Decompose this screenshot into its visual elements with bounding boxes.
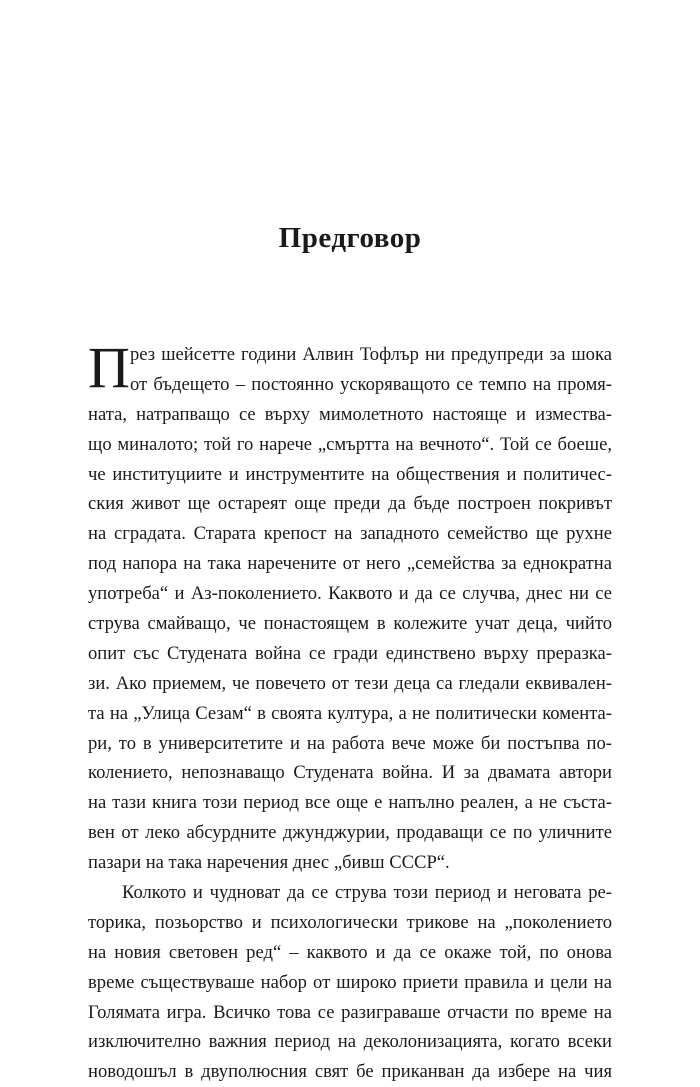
text-line: на новия световен ред“ – каквото и да се окаже той, по онова — [88, 941, 612, 963]
text-line: опит със Студената война се гради единствено върху преразка- — [88, 642, 612, 664]
text-line: изключително важния период на деколонизацията, когато всеки — [88, 1031, 612, 1053]
text-line: та на „Улица Сезам“ в своята култура, а не политически комента- — [88, 702, 612, 724]
text-line: от бъдещето – постоянно ускоряващото се темпо на промя- — [130, 373, 612, 395]
text-line: новодошъл в двуполюсния свят бе приканван да избере на чия — [88, 1061, 612, 1083]
text-line: под напора на така наречените от него „семейства за еднократна — [88, 553, 612, 575]
text-line: време съществуваше набор от широко приети правила и цели на — [88, 971, 612, 993]
text-line: че институциите и инструментите на обществения и политичес- — [88, 463, 612, 485]
drop-cap: П — [88, 335, 130, 400]
text-line: вен от леко абсурдните джунджурии, продаващи се по уличните — [88, 822, 612, 844]
text-line: ри, то в университетите и на работа вече може би постъпва по- — [88, 732, 612, 754]
text-line: рез шейсетте години Алвин Тофлър ни предупреди за шока — [130, 344, 612, 365]
body-text — [88, 335, 612, 1087]
text-line: на тази книга този период все още е напълно реален, а не съста- — [88, 792, 612, 814]
chapter-title: Предговор — [278, 222, 422, 254]
text-line: пазари на така наречения днес „бивш СССР“. — [88, 852, 450, 874]
text-line: Голямата игра. Всичко това се разиграваше отчасти по време на — [88, 1001, 612, 1023]
text-line: торика, позьорство и психологически трикове на „поколението — [88, 911, 612, 933]
text-line: Колкото и чудноват да се струва този период и неговата ре- — [122, 882, 612, 904]
text-line: употреба“ и Аз-поколението. Каквото и да се случва, днес ни се — [88, 583, 612, 605]
text-line: струва смайващо, че понастоящем в колежите учат деца, чийто — [88, 613, 612, 635]
text-line: що миналото; той го нарече „смъртта на вечното“. Той се боеше, — [88, 433, 612, 455]
text-line: ната, натрапващо се върху мимолетното настояще и измества- — [88, 403, 612, 425]
text-line: ския живот ще остареят още преди да бъде построен покривът — [88, 493, 612, 515]
text-line: на сградата. Старата крепост на западното семейство ще рухне — [88, 523, 612, 545]
text-line: зи. Ако приемем, че повечето от тези деца са гледали еквивален- — [88, 672, 612, 694]
paragraph-1 — [88, 335, 612, 878]
text-line: колението, непознаващо Студената война. И за двамата автори — [88, 762, 612, 784]
paragraph-2 — [88, 878, 612, 1087]
